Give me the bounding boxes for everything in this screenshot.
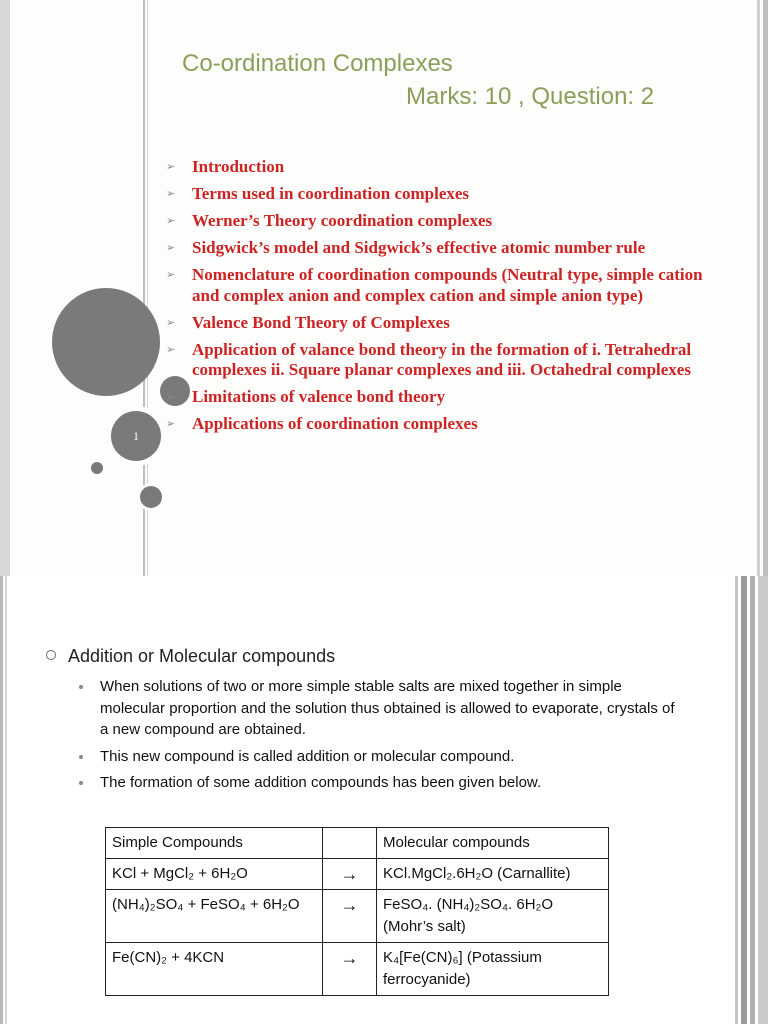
table-row [106, 943, 609, 996]
section-heading: Addition or Molecular compounds [46, 646, 335, 667]
ring-bullet-icon [46, 650, 56, 660]
arrow-bullet-icon: ➢ [166, 343, 176, 356]
slide-2 [0, 576, 768, 1024]
dot-bullet-icon [79, 755, 83, 759]
topic-item: ➢ Terms used in coordination complexes [166, 184, 470, 203]
topic-item: ➢ Valence Bond Theory of Complexes [166, 312, 450, 332]
simple-compound-cell: (NH₄)₂SO₄ + FeSO₄ + 6H₂O [106, 890, 323, 943]
slide-subtitle: Marks: 10 , Question: 2 [406, 83, 655, 110]
header-arrow-column [323, 828, 377, 859]
right-edge-bar-3 [750, 576, 755, 1024]
header-simple-compounds: Simple Compounds [106, 828, 323, 859]
arrow-bullet-icon: ➢ [166, 161, 176, 173]
right-edge-bar-1 [735, 576, 738, 1024]
topic-item: ➢ Limitations of valence bond theory [166, 387, 446, 406]
table-row [106, 859, 609, 890]
arrow-bullet-icon: ➢ [166, 269, 176, 281]
dot-bullet-icon [79, 685, 83, 689]
topics-list [166, 157, 731, 441]
topic-item: ➢ Introduction [166, 157, 285, 176]
page-number: 1 [111, 411, 161, 461]
left-edge-bar [0, 576, 3, 1024]
topic-item: ➢ Nomenclature of coordination compounds (Neutral type, simple cation and complex anion and complex cation and simple anion type) [166, 265, 703, 305]
topic-item: ➢ Applications of coordination complexes [166, 414, 478, 433]
bullet-item: The formation of some addition compounds has been given below. [78, 772, 678, 794]
topic-item: ➢ Application of valance bond theory in the formation of i. Tetrahedral complexes ii. Square planar complexes and iii. Octahedral complexes [166, 339, 692, 379]
right-edge-bar-2 [741, 576, 747, 1024]
table-row [106, 890, 609, 943]
right-arrow-icon: → [323, 890, 377, 943]
right-arrow-icon: → [323, 943, 377, 996]
bullet-item: This new compound is called addition or molecular compound. [78, 746, 678, 768]
arrow-bullet-icon: ➢ [166, 418, 176, 430]
left-edge-bar-inner [5, 576, 7, 1024]
definition-bullets [78, 676, 678, 799]
compounds-table [105, 827, 609, 996]
topic-item: ➢ Sidgwick’s model and Sidgwick’s effective atomic number rule [166, 238, 646, 257]
right-arrow-icon: → [323, 859, 377, 890]
topic-item: ➢ Werner’s Theory coordination complexes [166, 211, 493, 230]
right-edge-bar-4 [758, 576, 768, 1024]
decorative-circle-large [52, 288, 160, 396]
arrow-bullet-icon: ➢ [166, 391, 176, 403]
dot-bullet-icon [79, 781, 83, 785]
slide-title: Co-ordination Complexes [182, 50, 453, 77]
bullet-item: When solutions of two or more simple stable salts are mixed together in simple molecular proportion and the solution thus obtained is allowed to evaporate, crystals of a new compound are obtained. [78, 676, 678, 741]
molecular-compound-cell: KCl.MgCl₂.6H₂O (Carnallite) [377, 859, 609, 890]
simple-compound-cell: KCl + MgCl₂ + 6H₂O [106, 859, 323, 890]
arrow-bullet-icon: ➢ [166, 215, 176, 227]
table-header-row [106, 828, 609, 859]
simple-compound-cell: Fe(CN)₂ + 4KCN [106, 943, 323, 996]
right-edge-bar-outer [763, 0, 768, 576]
molecular-compound-cell: FeSO₄. (NH₄)₂SO₄. 6H₂O (Mohr’s salt) [377, 890, 609, 943]
left-edge-bar [0, 0, 10, 576]
header-molecular-compounds: Molecular compounds [377, 828, 609, 859]
arrow-bullet-icon: ➢ [166, 316, 176, 329]
molecular-compound-cell: K₄[Fe(CN)₆] (Potassium ferrocyanide) [377, 943, 609, 996]
decorative-circle-small [91, 462, 103, 474]
arrow-bullet-icon: ➢ [166, 188, 176, 200]
decorative-circle-small-2 [140, 486, 162, 508]
right-edge-bar [757, 0, 760, 576]
arrow-bullet-icon: ➢ [166, 242, 176, 254]
